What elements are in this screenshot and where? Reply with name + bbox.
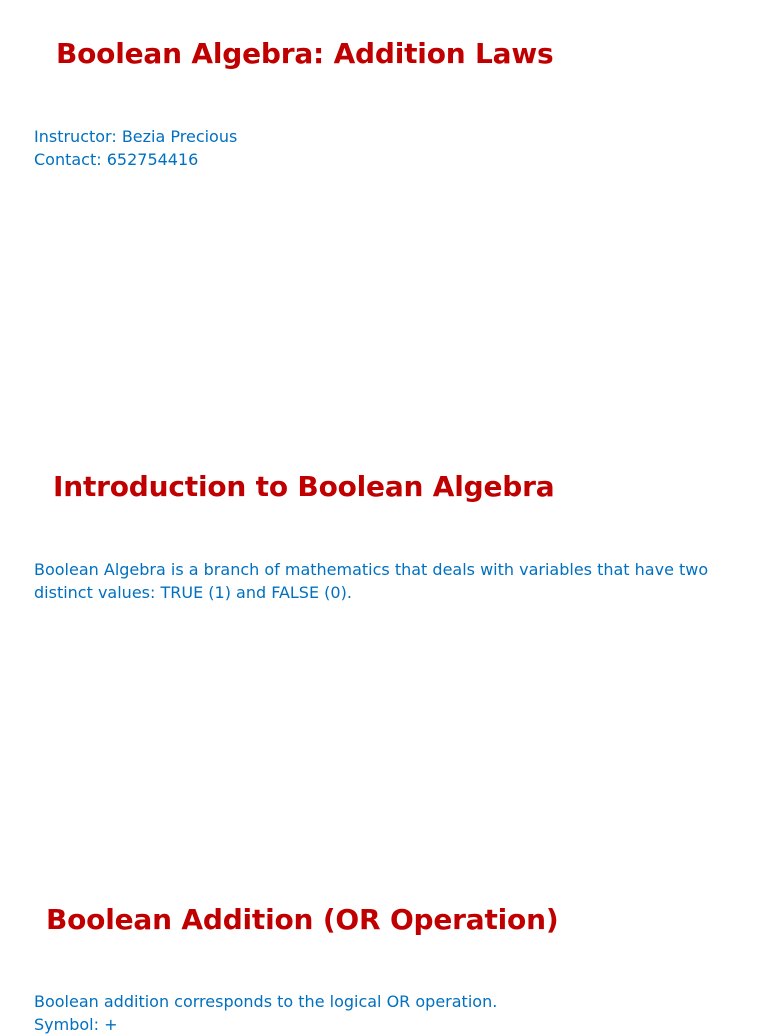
slide-3-title: Boolean Addition (OR Operation) bbox=[46, 903, 559, 936]
symbol-line: Symbol: + bbox=[34, 1015, 118, 1034]
slide-2-title: Introduction to Boolean Algebra bbox=[53, 470, 555, 503]
instructor-line: Instructor: Bezia Precious bbox=[34, 127, 238, 146]
slide-1-body bbox=[34, 125, 714, 171]
contact-line: Contact: 652754416 bbox=[34, 150, 199, 169]
slide-1-title: Boolean Algebra: Addition Laws bbox=[56, 37, 554, 70]
slide-2-body bbox=[34, 558, 714, 604]
intro-paragraph: Boolean Algebra is a branch of mathematics that deals with variables that have two distinct values: TRUE (1) and FALSE (0). bbox=[34, 560, 709, 602]
slide-3-body bbox=[34, 990, 714, 1036]
or-description-line: Boolean addition corresponds to the logical OR operation. bbox=[34, 992, 498, 1011]
